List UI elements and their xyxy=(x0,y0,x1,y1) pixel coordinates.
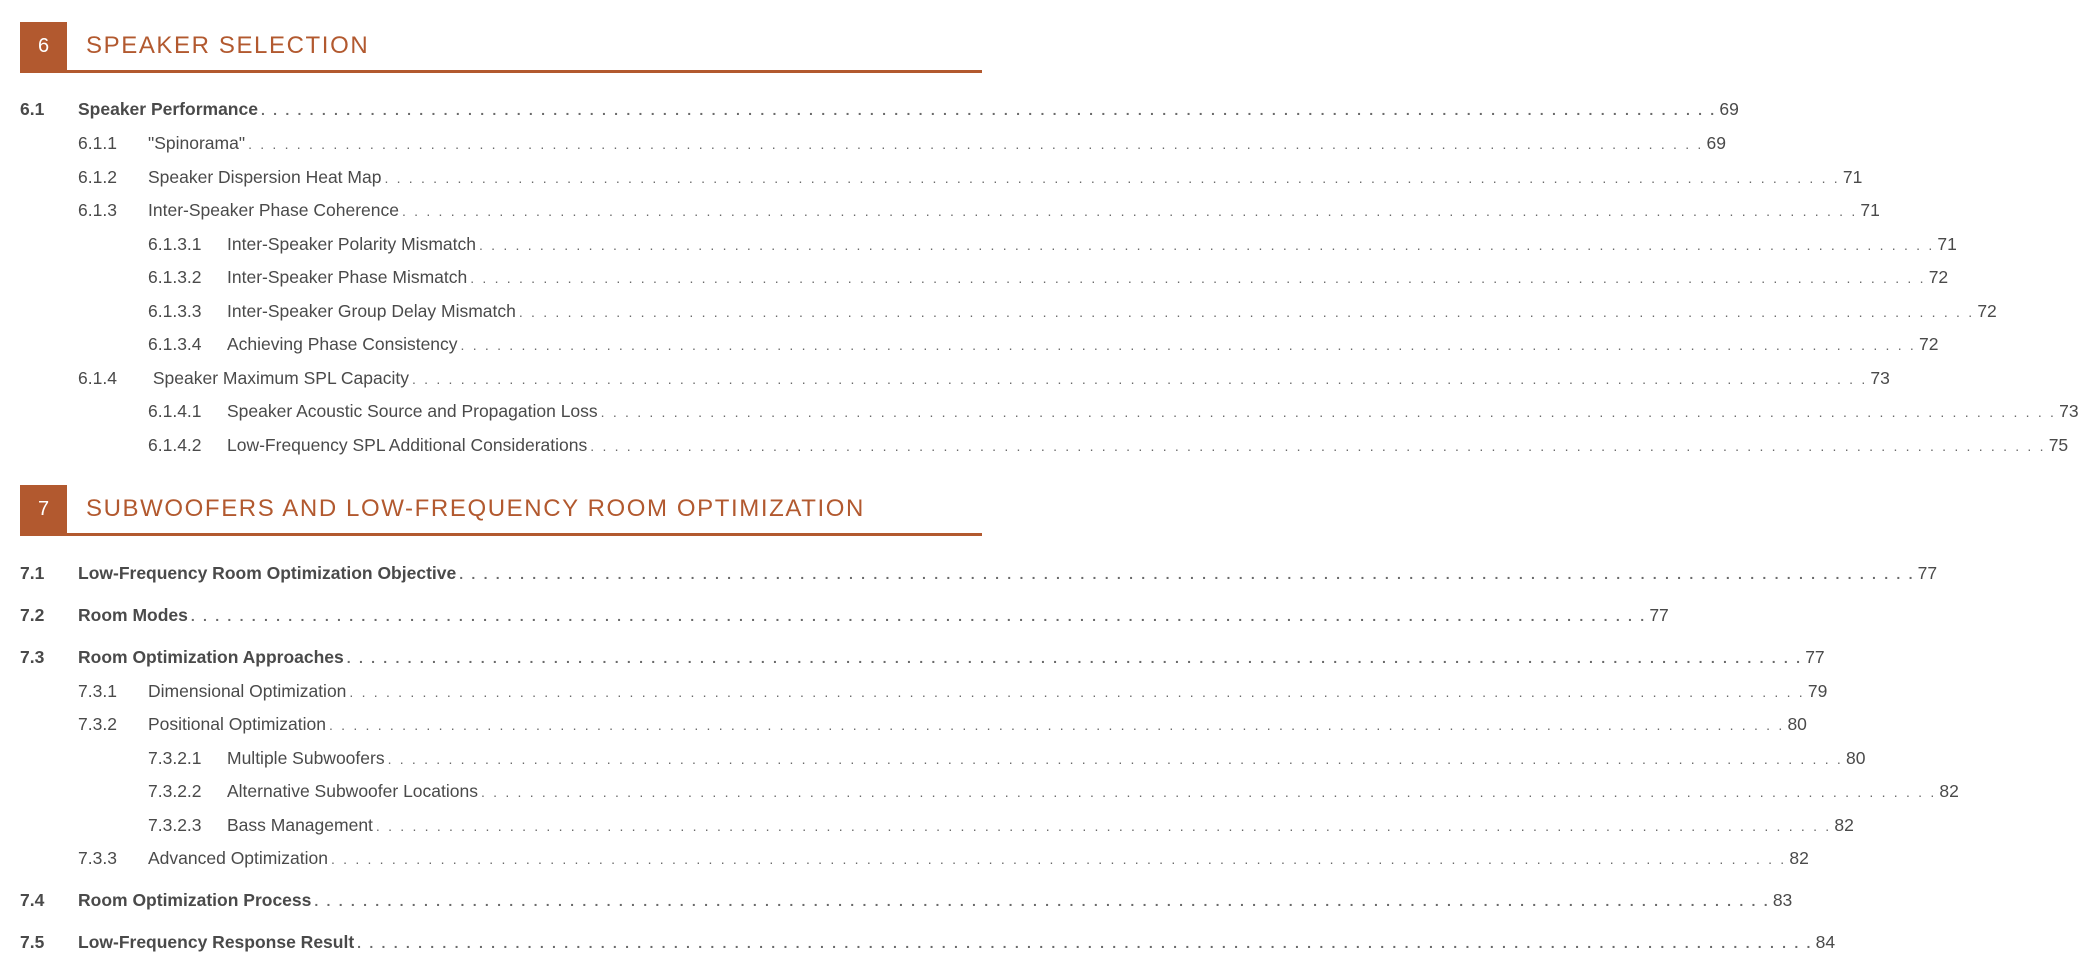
toc-entry-page: 82 xyxy=(1939,781,1959,801)
toc-entry[interactable] xyxy=(20,298,1997,324)
toc-entry-page: 72 xyxy=(1977,301,1997,321)
toc-entry-title: Dimensional Optimization xyxy=(148,681,347,701)
dot-leader: . . . . . . . . . . . . . . . . . . . . . . . . . . . . . . . . . . . . . . . . . . . . . . . . . . . . . . . . . . . . . . . . . . . . . . . . . . . . . . . . . . . . . . . . . . . . . . . . . . . . . . . . . . . . . . . . . . . . . . . . xyxy=(459,566,1915,582)
toc-entry-number: 6.1.3.3 xyxy=(148,301,202,321)
toc-entry-title: Inter-Speaker Group Delay Mismatch xyxy=(227,301,516,321)
toc-entry-number: 6.1.4.2 xyxy=(148,435,202,455)
dot-leader: . . . . . . . . . . . . . . . . . . . . . . . . . . . . . . . . . . . . . . . . . . . . . . . . . . . . . . . . . . . . . . . . . . . . . . . . . . . . . . . . . . . . . . . . . . . . . . . . . . . . . . . . . . . . . . . . . . . . . . . . xyxy=(411,371,1868,387)
toc-entry[interactable] xyxy=(20,560,1938,586)
toc-entry-page: 69 xyxy=(1719,99,1739,119)
toc-entry-number: 7.4 xyxy=(20,890,45,910)
toc-entry-page: 82 xyxy=(1834,815,1854,835)
chapter-header xyxy=(20,22,982,76)
toc-entry[interactable] xyxy=(20,812,1854,838)
toc-entry-number: 6.1.3.2 xyxy=(148,267,202,287)
toc-entry-title: Room Optimization Process xyxy=(78,890,312,910)
chapter-header xyxy=(20,485,982,539)
toc-entry[interactable] xyxy=(20,602,1669,628)
toc-entry-page: 82 xyxy=(1789,848,1809,868)
toc-entry[interactable] xyxy=(20,711,1807,737)
toc-entry[interactable] xyxy=(20,130,1726,156)
toc-entry-title: Speaker Acoustic Source and Propagation Loss xyxy=(227,401,598,421)
toc-entry[interactable] xyxy=(20,331,1939,357)
toc-entry-number: 7.1 xyxy=(20,563,45,583)
chapter-7 xyxy=(20,485,982,539)
dot-leader: . . . . . . . . . . . . . . . . . . . . . . . . . . . . . . . . . . . . . . . . . . . . . . . . . . . . . . . . . . . . . . . . . . . . . . . . . . . . . . . . . . . . . . . . . . . . . . . . . . . . . . . . . . . . . . . . . . . . . . . . xyxy=(260,102,1717,118)
toc-entry-title: Advanced Optimization xyxy=(148,848,328,868)
toc-entry-number: 6.1.3 xyxy=(78,200,117,220)
toc-entry[interactable] xyxy=(20,778,1959,804)
toc-entry-number: 7.3.1 xyxy=(78,681,117,701)
dot-leader: . . . . . . . . . . . . . . . . . . . . . . . . . . . . . . . . . . . . . . . . . . . . . . . . . . . . . . . . . . . . . . . . . . . . . . . . . . . . . . . . . . . . . . . . . . . . . . . . . . . . . . . . . . . . . . . . . . . . . . . . xyxy=(600,404,2057,420)
dot-leader: . . . . . . . . . . . . . . . . . . . . . . . . . . . . . . . . . . . . . . . . . . . . . . . . . . . . . . . . . . . . . . . . . . . . . . . . . . . . . . . . . . . . . . . . . . . . . . . . . . . . . . . . . . . . . . . . . . . . . . . . xyxy=(190,608,1647,624)
dot-leader: . . . . . . . . . . . . . . . . . . . . . . . . . . . . . . . . . . . . . . . . . . . . . . . . . . . . . . . . . . . . . . . . . . . . . . . . . . . . . . . . . . . . . . . . . . . . . . . . . . . . . . . . . . . . . . . . . . . . . . . . xyxy=(329,717,1785,733)
toc-entry-title: Multiple Subwoofers xyxy=(227,748,385,768)
toc-entry-number: 7.3.2.2 xyxy=(148,781,202,801)
toc-entry-title: Inter-Speaker Polarity Mismatch xyxy=(227,234,476,254)
toc-entry[interactable] xyxy=(20,96,1739,122)
toc-entry-number: 7.3.2.1 xyxy=(148,748,202,768)
toc-entry-number: 7.3.2 xyxy=(78,714,117,734)
toc-entry-title: Room Modes xyxy=(78,605,188,625)
dot-leader: . . . . . . . . . . . . . . . . . . . . . . . . . . . . . . . . . . . . . . . . . . . . . . . . . . . . . . . . . . . . . . . . . . . . . . . . . . . . . . . . . . . . . . . . . . . . . . . . . . . . . . . . . . . . . . . . . . . . . . . . xyxy=(357,935,1813,951)
toc-entry-page: 83 xyxy=(1772,890,1793,910)
toc-entry-page: 71 xyxy=(1842,167,1863,187)
toc-entry-number: 6.1 xyxy=(20,99,45,119)
toc-entry-page: 71 xyxy=(1937,234,1957,254)
dot-leader: . . . . . . . . . . . . . . . . . . . . . . . . . . . . . . . . . . . . . . . . . . . . . . . . . . . . . . . . . . . . . . . . . . . . . . . . . . . . . . . . . . . . . . . . . . . . . . . . . . . . . . . . . . . . . . . . . . . . . . . . xyxy=(518,304,1975,320)
toc-entry-number: 7.3.3 xyxy=(78,848,117,868)
toc-entry[interactable] xyxy=(20,164,1863,190)
toc-entry[interactable] xyxy=(20,644,1825,670)
toc-entry-page: 75 xyxy=(2048,435,2069,455)
toc-entry[interactable] xyxy=(20,432,2069,458)
toc-entry[interactable] xyxy=(20,929,1836,955)
toc-entry[interactable] xyxy=(20,398,2079,424)
chapter-number-badge: 7 xyxy=(20,485,67,533)
toc-entry-title: Inter-Speaker Phase Coherence xyxy=(148,200,399,220)
toc-entry[interactable] xyxy=(20,365,1890,391)
chapter-6 xyxy=(20,22,982,76)
toc-entry-page: 77 xyxy=(1805,647,1825,667)
toc-entry[interactable] xyxy=(20,231,1957,257)
toc-entry[interactable] xyxy=(20,887,1793,913)
toc-entry-number: 6.1.4 xyxy=(78,368,117,388)
toc-entry-page: 80 xyxy=(1787,714,1807,734)
toc-entry-number: 7.3 xyxy=(20,647,45,667)
toc-entry-number: 6.1.1 xyxy=(78,133,117,153)
toc-entry-number: 6.1.2 xyxy=(78,167,117,187)
toc-entry-page: 73 xyxy=(2059,401,2079,421)
toc-entry-number: 7.3.2.3 xyxy=(148,815,202,835)
toc-entry-title: "Spinorama" xyxy=(148,133,246,153)
toc-entry-page: 72 xyxy=(1928,267,1949,287)
toc-entry-title: Speaker Dispersion Heat Map xyxy=(148,167,382,187)
toc-entry-title: Low-Frequency Room Optimization Objective xyxy=(78,563,457,583)
toc-entry-title: Bass Management xyxy=(227,815,373,835)
dot-leader: . . . . . . . . . . . . . . . . . . . . . . . . . . . . . . . . . . . . . . . . . . . . . . . . . . . . . . . . . . . . . . . . . . . . . . . . . . . . . . . . . . . . . . . . . . . . . . . . . . . . . . . . . . . . . . . . . . . . . . . . xyxy=(478,237,1935,253)
toc-entry-page: 73 xyxy=(1870,368,1890,388)
toc-entry-page: 84 xyxy=(1815,932,1836,952)
dot-leader: . . . . . . . . . . . . . . . . . . . . . . . . . . . . . . . . . . . . . . . . . . . . . . . . . . . . . . . . . . . . . . . . . . . . . . . . . . . . . . . . . . . . . . . . . . . . . . . . . . . . . . . . . . . . . . . . . . . . . . . . xyxy=(470,270,1926,286)
toc-entry-page: 72 xyxy=(1918,334,1939,354)
toc-entry-number: 6.1.3.1 xyxy=(148,234,202,254)
toc-entry-number: 6.1.4.1 xyxy=(148,401,202,421)
toc-entry-page: 69 xyxy=(1706,133,1726,153)
toc-entry-page: 77 xyxy=(1917,563,1938,583)
toc-entry-title: Inter-Speaker Phase Mismatch xyxy=(227,267,468,287)
chapter-number-badge: 6 xyxy=(20,22,67,70)
chapter-divider xyxy=(20,70,982,73)
toc-entry-page: 79 xyxy=(1807,681,1828,701)
toc-entry[interactable] xyxy=(20,264,1949,290)
dot-leader: . . . . . . . . . . . . . . . . . . . . . . . . . . . . . . . . . . . . . . . . . . . . . . . . . . . . . . . . . . . . . . . . . . . . . . . . . . . . . . . . . . . . . . . . . . . . . . . . . . . . . . . . . . . . . . . . . . . . . . . . xyxy=(590,438,2046,454)
dot-leader: . . . . . . . . . . . . . . . . . . . . . . . . . . . . . . . . . . . . . . . . . . . . . . . . . . . . . . . . . . . . . . . . . . . . . . . . . . . . . . . . . . . . . . . . . . . . . . . . . . . . . . . . . . . . . . . . . . . . . . . . xyxy=(346,650,1803,666)
toc-entry-title: Low-Frequency Response Result xyxy=(78,932,355,952)
toc-entry-number: 6.1.3.4 xyxy=(148,334,202,354)
toc-entry-title: Low-Frequency SPL Additional Considerations xyxy=(227,435,588,455)
chapter-divider xyxy=(20,533,982,536)
dot-leader: . . . . . . . . . . . . . . . . . . . . . . . . . . . . . . . . . . . . . . . . . . . . . . . . . . . . . . . . . . . . . . . . . . . . . . . . . . . . . . . . . . . . . . . . . . . . . . . . . . . . . . . . . . . . . . . . . . . . . . . . xyxy=(314,893,1770,909)
dot-leader: . . . . . . . . . . . . . . . . . . . . . . . . . . . . . . . . . . . . . . . . . . . . . . . . . . . . . . . . . . . . . . . . . . . . . . . . . . . . . . . . . . . . . . . . . . . . . . . . . . . . . . . . . . . . . . . . . . . . . . . . xyxy=(248,136,1704,152)
toc-entry[interactable] xyxy=(20,845,1809,871)
toc-entry-title: Room Optimization Approaches xyxy=(78,647,344,667)
toc-entry-title: Speaker Maximum SPL Capacity xyxy=(148,368,409,388)
dot-leader: . . . . . . . . . . . . . . . . . . . . . . . . . . . . . . . . . . . . . . . . . . . . . . . . . . . . . . . . . . . . . . . . . . . . . . . . . . . . . . . . . . . . . . . . . . . . . . . . . . . . . . . . . . . . . . . . . . . . . . . . xyxy=(330,851,1787,867)
toc-entry-title: Achieving Phase Consistency xyxy=(227,334,458,354)
dot-leader: . . . . . . . . . . . . . . . . . . . . . . . . . . . . . . . . . . . . . . . . . . . . . . . . . . . . . . . . . . . . . . . . . . . . . . . . . . . . . . . . . . . . . . . . . . . . . . . . . . . . . . . . . . . . . . . . . . . . . . . . xyxy=(384,170,1840,186)
toc-entry-page: 80 xyxy=(1846,748,1866,768)
toc-entry-title: Positional Optimization xyxy=(148,714,326,734)
dot-leader: . . . . . . . . . . . . . . . . . . . . . . . . . . . . . . . . . . . . . . . . . . . . . . . . . . . . . . . . . . . . . . . . . . . . . . . . . . . . . . . . . . . . . . . . . . . . . . . . . . . . . . . . . . . . . . . . . . . . . . . . xyxy=(460,337,1916,353)
dot-leader: . . . . . . . . . . . . . . . . . . . . . . . . . . . . . . . . . . . . . . . . . . . . . . . . . . . . . . . . . . . . . . . . . . . . . . . . . . . . . . . . . . . . . . . . . . . . . . . . . . . . . . . . . . . . . . . . . . . . . . . . xyxy=(387,751,1844,767)
chapter-title: SPEAKER SELECTION xyxy=(86,32,370,59)
dot-leader: . . . . . . . . . . . . . . . . . . . . . . . . . . . . . . . . . . . . . . . . . . . . . . . . . . . . . . . . . . . . . . . . . . . . . . . . . . . . . . . . . . . . . . . . . . . . . . . . . . . . . . . . . . . . . . . . . . . . . . . . xyxy=(401,203,1858,219)
toc-entry-number: 7.2 xyxy=(20,605,45,625)
dot-leader: . . . . . . . . . . . . . . . . . . . . . . . . . . . . . . . . . . . . . . . . . . . . . . . . . . . . . . . . . . . . . . . . . . . . . . . . . . . . . . . . . . . . . . . . . . . . . . . . . . . . . . . . . . . . . . . . . . . . . . . . xyxy=(349,684,1805,700)
chapter-title: SUBWOOFERS AND LOW-FREQUENCY ROOM OPTIMIZATION xyxy=(86,495,865,522)
toc-entry-number: 7.5 xyxy=(20,932,45,952)
toc-entry[interactable] xyxy=(20,197,1880,223)
toc-entry-page: 77 xyxy=(1649,605,1669,625)
dot-leader: . . . . . . . . . . . . . . . . . . . . . . . . . . . . . . . . . . . . . . . . . . . . . . . . . . . . . . . . . . . . . . . . . . . . . . . . . . . . . . . . . . . . . . . . . . . . . . . . . . . . . . . . . . . . . . . . . . . . . . . . xyxy=(375,818,1832,834)
toc-entry-title: Speaker Performance xyxy=(78,99,258,119)
toc-entry[interactable] xyxy=(20,678,1828,704)
toc-entry[interactable] xyxy=(20,745,1866,771)
toc-entry-title: Alternative Subwoofer Locations xyxy=(227,781,478,801)
toc-entry-page: 71 xyxy=(1860,200,1880,220)
dot-leader: . . . . . . . . . . . . . . . . . . . . . . . . . . . . . . . . . . . . . . . . . . . . . . . . . . . . . . . . . . . . . . . . . . . . . . . . . . . . . . . . . . . . . . . . . . . . . . . . . . . . . . . . . . . . . . . . . . . . . . . . xyxy=(480,784,1937,800)
